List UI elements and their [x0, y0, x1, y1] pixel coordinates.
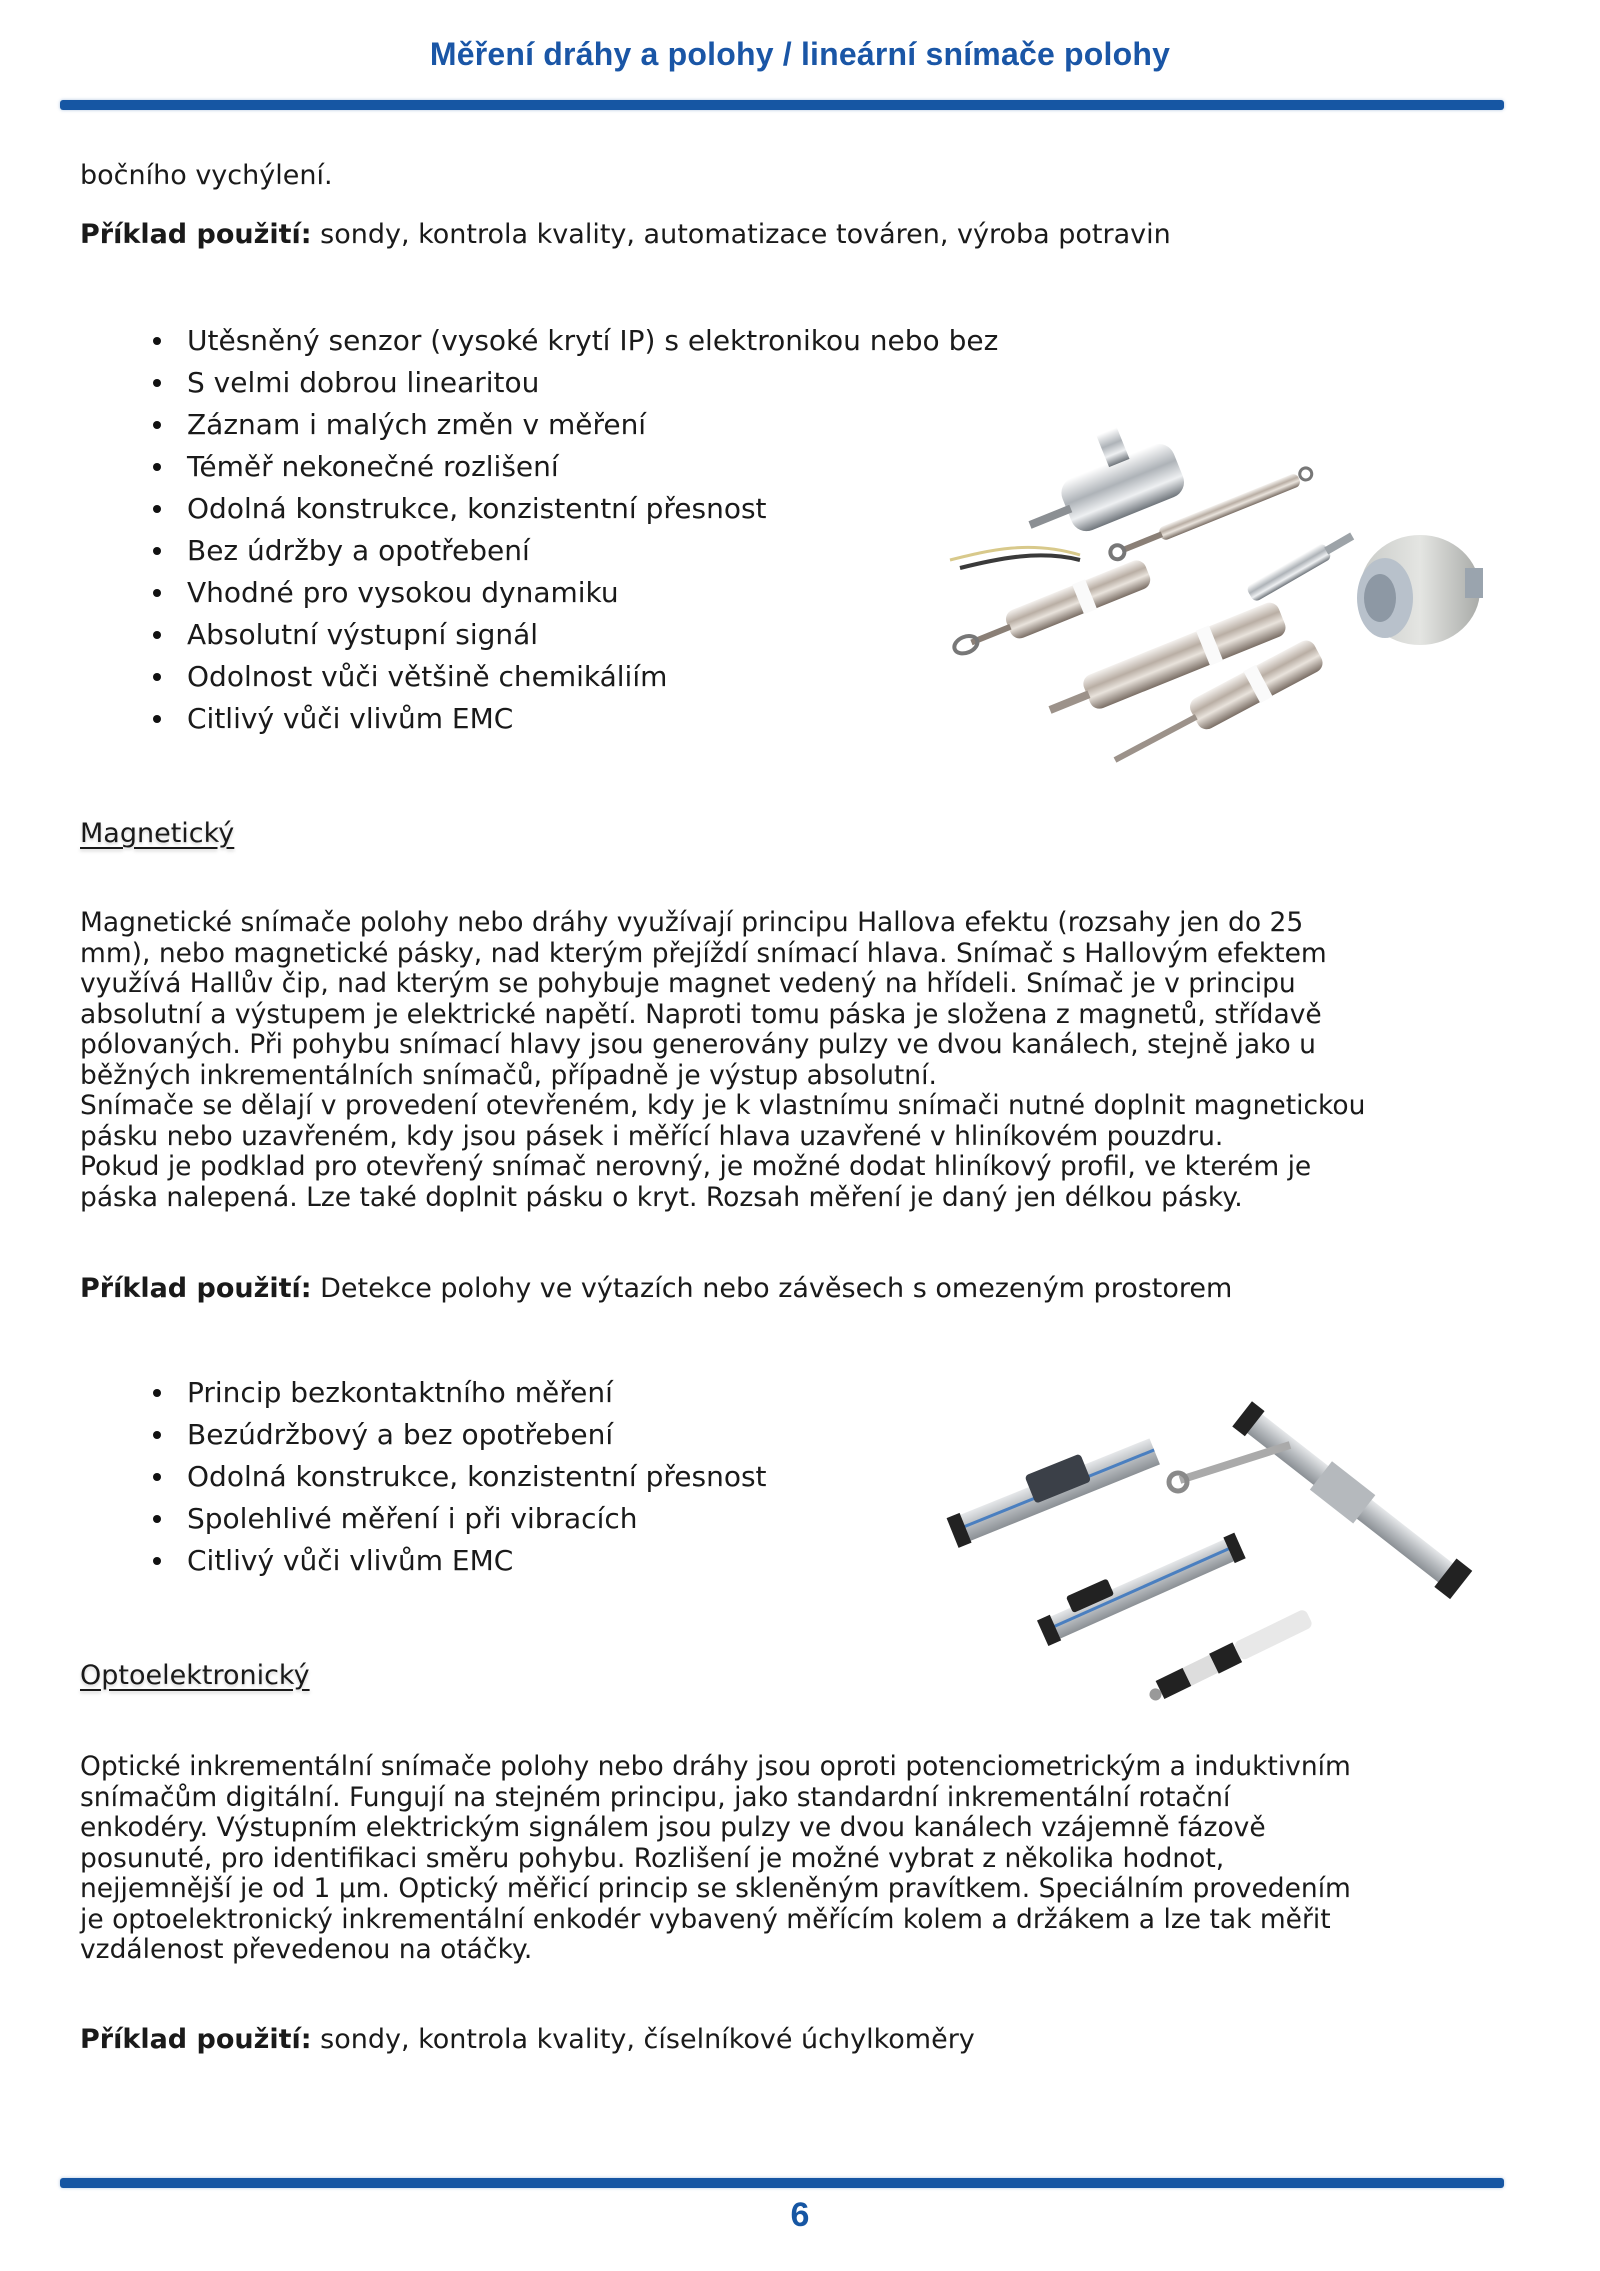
paragraph-line: pásku nebo uzavřeném, kdy jsou pásek i měřící hlava uzavřené v hliníkovém pouzdru.	[80, 1120, 1224, 1152]
paragraph-line: Magnetické snímače polohy nebo dráhy využívají principu Hallova efektu (rozsahy jen do 25	[80, 907, 1304, 938]
example-label: Příklad použití:	[80, 2024, 312, 2055]
paragraph-line: páska nalepená. Lze také doplnit pásku o kryt. Rozsah měření je daný jen délkou pásky.	[80, 1181, 1243, 1213]
example-usage-magnetic	[80, 1273, 1232, 1305]
list-item: Citlivý vůči vlivům EMC	[145, 1540, 767, 1582]
list-item: Odolnost vůči většině chemikáliím	[145, 656, 998, 698]
list-item: Odolná konstrukce, konzistentní přesnost	[145, 488, 998, 530]
paragraph-line: nejjemnější je od 1 µm. Optický měřicí princip se skleněným pravítkem. Speciálním provedením	[80, 1873, 1351, 1904]
example-text: Detekce polohy ve výtazích nebo závěsech s omezeným prostorem	[311, 1273, 1233, 1304]
optoelectronic-paragraph	[80, 1752, 1351, 1966]
footer-divider	[60, 2178, 1504, 2188]
feature-list-magnetic	[145, 1372, 767, 1582]
paragraph-line: enkodéry. Výstupním elektrickým signálem jsou pulzy ve dvou kanálech vzájemně fázově	[80, 1812, 1266, 1843]
page-header-title: Měření dráhy a polohy / lineární snímače polohy	[429, 36, 1171, 72]
list-item: Bez údržby a opotřebení	[145, 530, 998, 572]
paragraph-line: Optické inkrementální snímače polohy nebo dráhy jsou oproti potenciometrickým a induktivním	[80, 1751, 1351, 1782]
paragraph-line: snímačům digitální. Fungují na stejném principu, jako standardní inkrementální rotační	[80, 1781, 1231, 1813]
list-item: S velmi dobrou linearitou	[145, 362, 998, 404]
list-item: Záznam i malých změn v měření	[145, 404, 998, 446]
example-usage-optoelectronic	[80, 2024, 975, 2056]
section-heading-magnetic: Magnetický	[80, 818, 235, 849]
page-number: 6	[790, 2196, 810, 2234]
paragraph-line: Snímače se dělají v provedení otevřeném, kdy je k vlastnímu snímači nutné doplnit magnetickou	[80, 1090, 1366, 1121]
paragraph-line: pólovaných. Při pohybu snímací hlavy jsou generovány pulzy ve dvou kanálech, stejně jako u	[80, 1029, 1316, 1060]
list-item: Téměř nekonečné rozlišení	[145, 446, 998, 488]
example-label: Příklad použití:	[80, 219, 312, 250]
example-usage-1	[80, 219, 1171, 251]
list-item: Absolutní výstupní signál	[145, 614, 998, 656]
header-divider	[60, 100, 1504, 110]
example-text: sondy, kontrola kvality, číselníkové úchylkoměry	[311, 2024, 975, 2055]
list-item: Utěsněný senzor (vysoké krytí IP) s elektronikou nebo bez	[145, 320, 998, 362]
list-item: Odolná konstrukce, konzistentní přesnost	[145, 1456, 767, 1498]
paragraph-line: posunuté, pro identifikaci směru pohybu. Rozlišení je možné vybrat z několika hodnot,	[80, 1842, 1225, 1874]
paragraph-line: je optoelektronický inkrementální enkodér vybavený měřícím kolem a držákem a lze tak měřit	[80, 1903, 1331, 1935]
intro-continuation: bočního vychýlení.	[80, 160, 333, 191]
example-label: Příklad použití:	[80, 1273, 312, 1304]
potentiometric-sensors-image	[930, 430, 1470, 770]
paragraph-line: absolutní a výstupem je elektrické napětí. Naproti tomu páska je složena z magnetů, střídavě	[80, 998, 1322, 1030]
paragraph-line: běžných inkrementálních snímačů, případně je výstup absolutní.	[80, 1059, 937, 1091]
magnetic-paragraph	[80, 908, 1365, 1213]
list-item: Vhodné pro vysokou dynamiku	[145, 572, 998, 614]
magnetic-sensors-image	[930, 1390, 1490, 1710]
paragraph-line: využívá Hallův čip, nad kterým se pohybuje magnet vedený na hřídeli. Snímač je v principu	[80, 968, 1296, 999]
list-item: Bezúdržbový a bez opotřebení	[145, 1414, 767, 1456]
paragraph-line: mm), nebo magnetické pásky, nad kterým přejíždí snímací hlava. Snímač s Hallovým efektem	[80, 937, 1327, 969]
list-item: Princip bezkontaktního měření	[145, 1372, 767, 1414]
section-heading-optoelectronic: Optoelektronický	[80, 1660, 310, 1691]
list-item: Citlivý vůči vlivům EMC	[145, 698, 998, 740]
paragraph-line: vzdálenost převedenou na otáčky.	[80, 1934, 533, 1965]
example-text: sondy, kontrola kvality, automatizace továren, výroba potravin	[311, 219, 1171, 250]
feature-list-potentiometric	[145, 320, 998, 740]
list-item: Spolehlivé měření i při vibracích	[145, 1498, 767, 1540]
paragraph-line: Pokud je podklad pro otevřený snímač nerovný, je možné dodat hliníkový profil, ve kterém je	[80, 1151, 1312, 1182]
